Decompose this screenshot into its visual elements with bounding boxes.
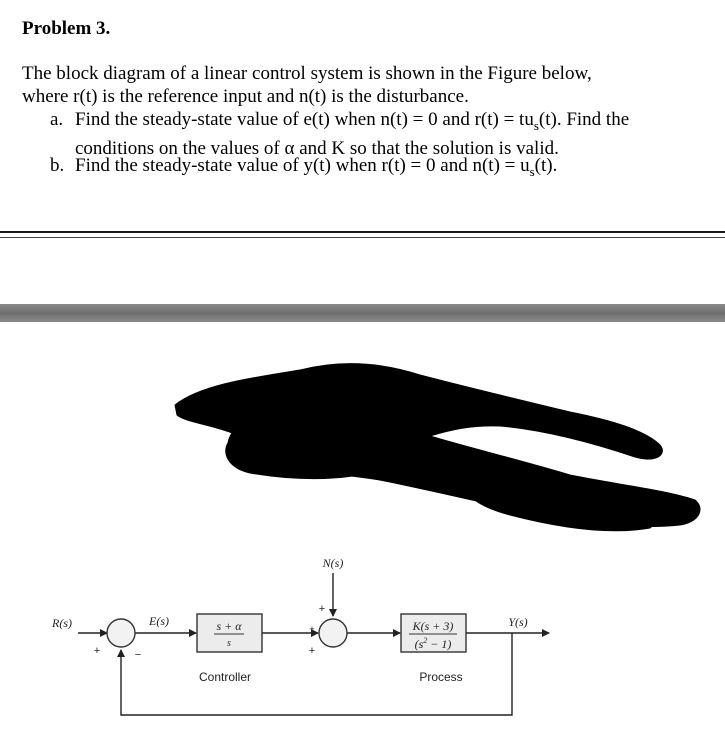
intro-line-1: The block diagram of a linear control system is shown in the Figure below, — [22, 63, 592, 84]
summing-junction-2 — [319, 619, 347, 647]
input-label: R(s) — [52, 616, 72, 630]
sum1-input-sign: + — [93, 645, 101, 657]
item-a-marker: a. — [50, 109, 64, 130]
process-caption: Process — [419, 670, 463, 684]
sum1-feedback-sign: − — [134, 649, 142, 661]
item-a-line1-end: (t). Find the — [538, 109, 630, 130]
item-a-subscript: s — [533, 117, 539, 133]
controller-denominator: s — [227, 638, 231, 649]
process-numerator: K(s + 3) — [412, 619, 454, 633]
item-a-line1: Find the steady-state value of e(t) when n(t) = 0 and r(t) = tu — [75, 109, 534, 130]
sum2-top-extra-sign: + — [309, 624, 315, 634]
process-denominator-end: − 1) — [427, 637, 452, 651]
controller-numerator: s + α — [216, 619, 242, 633]
process-denominator — [415, 636, 452, 651]
sum2-input-sign: + — [308, 645, 316, 657]
output-label: Y(s) — [508, 615, 528, 629]
item-b-subscript: s — [529, 163, 535, 179]
redaction-scribble — [175, 364, 700, 531]
sum2-disturbance-sign: + — [318, 603, 326, 615]
item-b-text — [75, 154, 710, 183]
block-diagram — [0, 330, 725, 730]
section-divider — [0, 231, 725, 238]
question-item-a — [50, 108, 710, 160]
item-b-marker: b. — [50, 155, 65, 176]
process-denominator-exp: 2 — [423, 636, 428, 645]
intro-line-2: where r(t) is the reference input and n(t) is the disturbance. — [22, 86, 469, 107]
item-a-text — [75, 108, 710, 160]
summing-junction-1 — [107, 619, 135, 647]
item-b-line1-end: (t). — [534, 155, 558, 176]
process-denominator-base: (s — [414, 637, 424, 651]
controller-caption: Controller — [198, 670, 252, 684]
item-b-line1: Find the steady-state value of y(t) when r(t) = 0 and n(t) = u — [75, 155, 530, 176]
grey-band-divider — [0, 304, 725, 322]
error-label: E(s) — [149, 614, 169, 628]
problem-title: Problem 3. — [22, 18, 111, 39]
question-item-b — [50, 154, 710, 183]
problem-intro — [22, 62, 712, 108]
disturbance-label: N(s) — [322, 556, 344, 570]
item-a-line2: conditions on the values of α and K so that the solution is valid. — [75, 137, 559, 159]
